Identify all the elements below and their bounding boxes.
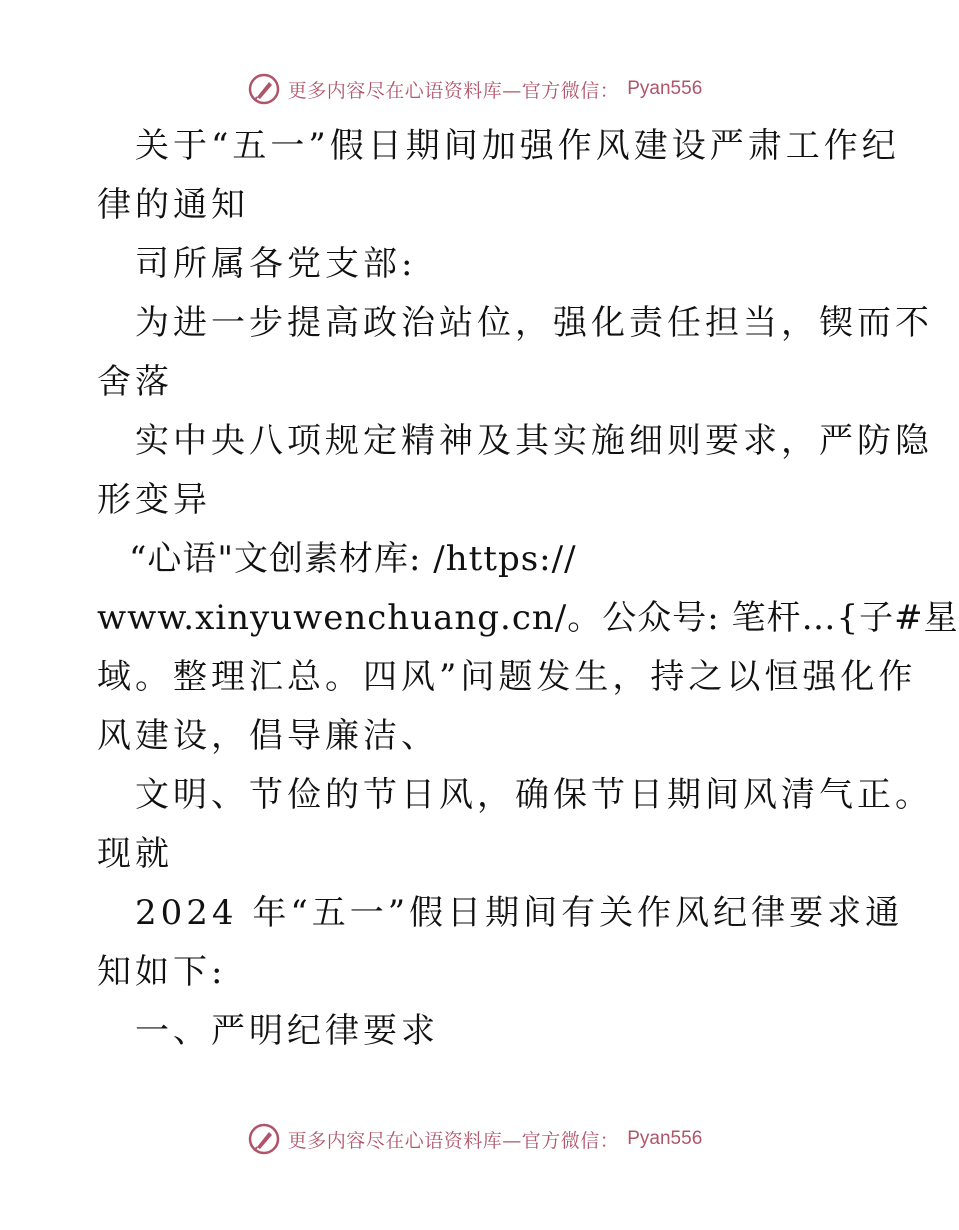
- watermark-text: 更多内容尽在心语资料库—官方微信：: [287, 1129, 620, 1152]
- doc-line: 2024 年“五一”假日期间有关作风纪律要求通: [135, 893, 904, 933]
- doc-title-line-1: 关于“五一”假日期间加强作风建设严肃工作纪: [135, 126, 900, 166]
- doc-line: 舍落: [97, 362, 173, 402]
- doc-line: 形变异: [97, 480, 211, 520]
- doc-line: 实中央八项规定精神及其实施细则要求，严防隐: [135, 421, 933, 461]
- quill-pen-icon: [248, 1123, 280, 1155]
- doc-line: 现就: [97, 834, 173, 874]
- watermark-handle: Pyan556: [627, 1128, 703, 1149]
- quill-pen-icon: [248, 73, 280, 105]
- doc-line: 风建设，倡导廉洁、: [97, 716, 439, 756]
- document-body: [97, 117, 959, 1061]
- doc-title-line-2: 律的通知: [97, 185, 249, 225]
- watermark-text: 更多内容尽在心语资料库—官方微信：: [287, 79, 620, 102]
- header-watermark: [0, 71, 950, 107]
- watermark-handle: Pyan556: [627, 78, 703, 99]
- doc-line: 为进一步提高政治站位，强化责任担当，锲而不: [135, 303, 933, 343]
- footer-watermark: [0, 1121, 950, 1157]
- doc-line: 域。整理汇总。四风”问题发生，持之以恒强化作: [97, 657, 917, 697]
- doc-section-heading: 一、严明纪律要求: [135, 1011, 439, 1051]
- doc-salutation: 司所属各党支部:: [135, 244, 417, 284]
- doc-line: 知如下:: [97, 952, 227, 992]
- doc-line: “心语"文创素材库: /https://: [129, 539, 577, 579]
- doc-line: 文明、节俭的节日风，确保节日期间风清气正。: [135, 775, 933, 815]
- doc-line: www.xinyuwenchuang.cn/。公众号: 笔杆…{子#星: [97, 598, 959, 638]
